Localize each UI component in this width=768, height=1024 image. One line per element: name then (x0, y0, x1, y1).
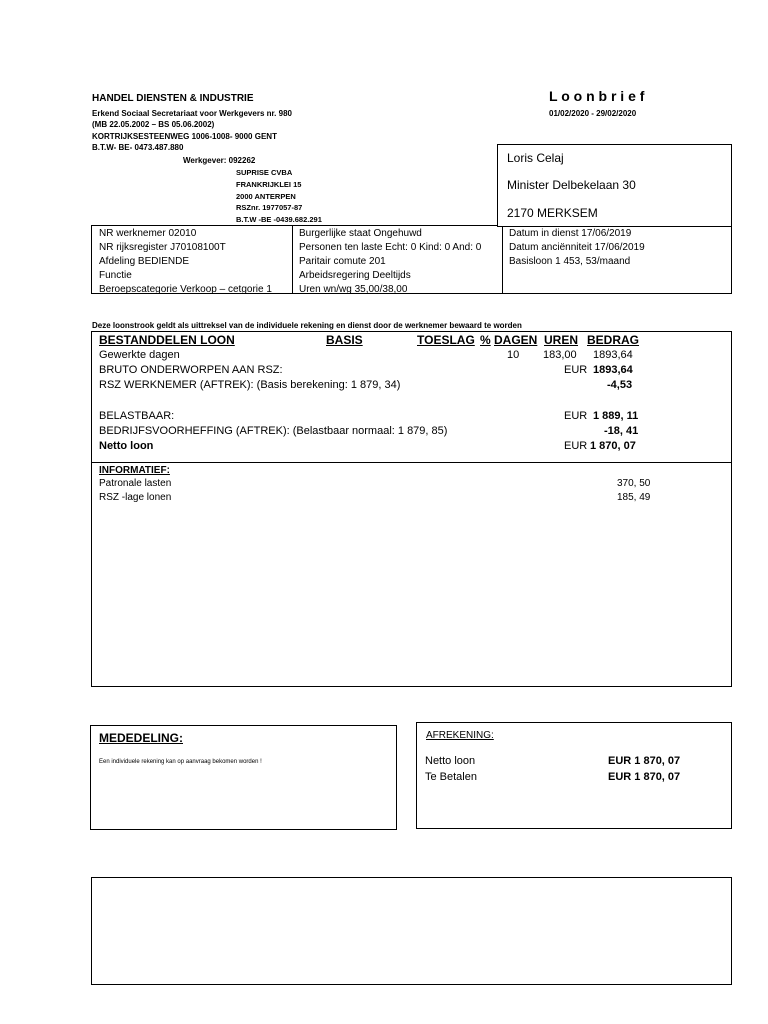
info-arbeidsregeling: Arbeidsregering Deeltijds (299, 270, 411, 281)
info-afdeling: Afdeling BEDIENDE (99, 256, 190, 267)
bruto-label: BRUTO ONDERWORPEN AAN RSZ: (99, 364, 283, 376)
afrekening-box (416, 722, 732, 829)
belastbaar-label: BELASTBAAR: (99, 410, 175, 422)
mededeling-heading: MEDEDELING: (99, 731, 183, 745)
header-uren: UREN (544, 333, 579, 347)
employer-name: HANDEL DIENSTEN & INDUSTRIE (92, 93, 254, 104)
recipient-name: Loris Celaj (507, 151, 564, 165)
employer-address: KORTRIJKSESTEENWEG 1006-1008- 9000 GENT (92, 132, 277, 141)
info-datum-in-dienst: Datum in dienst 17/06/2019 (509, 228, 632, 239)
company-rsz: RSZnr. 1977057-87 (236, 203, 303, 212)
bottom-empty-box (91, 877, 732, 985)
afrekening-netto-value: EUR 1 870, 07 (608, 755, 681, 767)
rsz-value: -4,53 (607, 379, 633, 391)
header-bedrag: BEDRAG (587, 333, 640, 347)
info-basisloon: Basisloon 1 453, 53/maand (509, 256, 631, 267)
worked-days-dagen: 10 (507, 349, 520, 361)
notice-text: Deze loonstrook geldt als uittreksel van de individuele rekening en dienst door de werknemer bewaard te worden (92, 321, 522, 330)
belastbaar-currency: EUR (564, 410, 588, 422)
header-bestanddelen: BESTANDDELEN LOON (99, 333, 235, 347)
bruto-currency: EUR (564, 364, 588, 376)
recipient-street: Minister Delbekelaan 30 (507, 178, 636, 192)
components-divider (91, 462, 732, 463)
worked-days-uren: 183,00 (543, 349, 577, 361)
worked-days-bedrag: 1893,64 (593, 349, 633, 361)
bedrijfsvoorheffing-value: -18, 41 (604, 425, 639, 437)
company-street: FRANKRIJKLEI 15 (236, 180, 302, 189)
info-datum-anciënniteit: Datum anciënniteit 17/06/2019 (509, 242, 645, 253)
belastbaar-value: 1 889, 11 (593, 410, 639, 422)
company-name: SUPRISE CVBA (236, 168, 293, 177)
info-personen-ten-laste: Personen ten laste Echt: 0 Kind: 0 And: 0 (299, 242, 482, 253)
mededeling-box (90, 725, 397, 830)
info-uren: Uren wn/wg 35,00/38,00 (299, 284, 408, 295)
afrekening-heading: AFREKENING: (426, 730, 494, 741)
info-paritair-comite: Paritair comute 201 (299, 256, 386, 267)
info-col-3 (509, 227, 645, 269)
header-basis: BASIS (326, 333, 363, 347)
header-toeslag: TOESLAG (417, 333, 475, 347)
info-nr-werknemer: NR werknemer 02010 (99, 228, 197, 239)
recipient-box (497, 144, 732, 227)
bedrijfsvoorheffing-label: BEDRIJFSVOORHEFFING (AFTREK): (Belastbaar normaal: 1 879, 85) (99, 425, 448, 437)
header-dagen: DAGEN (494, 333, 538, 347)
informatief-patronale-value: 370, 50 (617, 478, 651, 489)
informatief-patronale-label: Patronale lasten (99, 478, 172, 489)
informatief-heading: INFORMATIEF: (99, 465, 170, 476)
recipient-city: 2170 MERKSEM (507, 206, 598, 220)
info-divider-1 (292, 225, 293, 294)
netto-currency: EUR (564, 440, 588, 452)
info-burgerlijke-staat: Burgerlijke staat Ongehuwd (299, 228, 422, 239)
rsz-label: RSZ WERKNEMER (AFTREK): (Basis berekening: 1 879, 34) (99, 379, 401, 391)
bruto-value: 1893,64 (593, 364, 633, 376)
afrekening-te-betalen-label: Te Betalen (425, 771, 477, 783)
info-functie: Functie (99, 270, 132, 281)
info-divider-2 (502, 225, 503, 294)
info-col-2 (299, 227, 481, 297)
info-beroepscategorie: Beroepscategorie Verkoop – cetgorie 1 (99, 284, 272, 295)
netto-label: Netto loon (99, 440, 154, 452)
informatief-rsz-value: 185, 49 (617, 492, 651, 503)
company-btw: B.T.W -BE -0439.682.291 (236, 215, 322, 224)
info-col-1 (99, 227, 272, 297)
netto-value: 1 870, 07 (590, 440, 636, 452)
mededeling-text: Een individuele rekening kan op aanvraag bekomen worden ! (99, 759, 262, 765)
afrekening-netto-label: Netto loon (425, 755, 476, 767)
worked-days-label: Gewerkte dagen (99, 349, 180, 361)
mb-text: (MB 22.05.2002 – BS 05.06.2002) (92, 120, 215, 129)
info-nr-rijksregister: NR rijksregister J70108100T (99, 242, 226, 253)
employer-btw: B.T.W- BE- 0473.487.880 (92, 143, 184, 152)
informatief-rsz-label: RSZ -lage lonen (99, 492, 172, 503)
secretariat-text: Erkend Sociaal Secretariaat voor Werkgevers nr. 980 (92, 109, 292, 118)
header-pct: % (480, 333, 491, 347)
company-city: 2000 ANTERPEN (236, 192, 296, 201)
period-text: 01/02/2020 - 29/02/2020 (549, 109, 637, 118)
afrekening-te-betalen-value: EUR 1 870, 07 (608, 771, 681, 783)
document-title: L o o n b r i e f (549, 88, 645, 104)
werkgever-label: Werkgever: 092262 (183, 156, 256, 165)
